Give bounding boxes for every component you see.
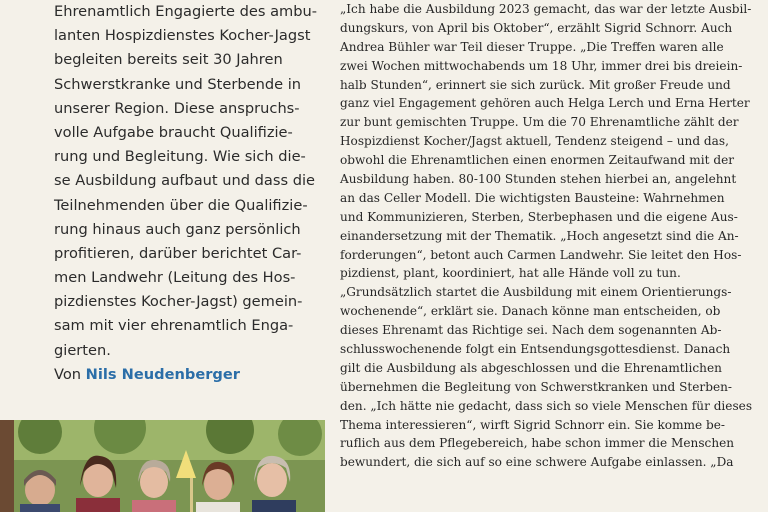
article-body-column [340, 0, 752, 472]
body-line: zwei Wochen mittwochabends um 18 Uhr, immer drei bis dreiein- [340, 58, 743, 73]
byline-prefix: Von [54, 365, 82, 383]
body-line: Thema interessieren“, wirft Sigrid Schnorr ein. Sie komme be- [340, 417, 726, 432]
byline [54, 363, 326, 387]
body-line: forderungen“, betont auch Carmen Landwehr. Sie leitet den Hos- [340, 247, 742, 262]
body-line: Ausbildung haben. 80-100 Stunden stehen hierbei an, angelehnt [340, 172, 737, 187]
intro-line: pizdienstes Kocher-Jagst) gemein- [54, 293, 303, 311]
body-line: gilt die Ausbildung als abgeschlossen und die Ehrenamtlichen [340, 360, 722, 375]
body-line: zur bunt gemischten Truppe. Um die 70 Ehrenamtliche zählt der [340, 115, 739, 130]
body-line: übernehmen die Begleitung von Schwerstkranken und Sterben- [340, 379, 732, 394]
body-line: wochenende“, erklärt sie. Danach könne man entscheiden, ob [340, 304, 721, 319]
intro-line: sam mit vier ehrenamtlich Enga- [54, 317, 294, 335]
body-line: dungskurs, von April bis Oktober“, erzählt Sigrid Schnorr. Auch [340, 20, 733, 35]
intro-line: men Landwehr (Leitung des Hos- [54, 269, 296, 287]
intro-line: se Ausbildung aufbaut und dass die [54, 172, 315, 190]
body-line: halb Stunden“, erinnert sie sich zurück. Mit großer Freude und [340, 77, 731, 92]
intro-line: profitieren, darüber berichtet Car- [54, 244, 302, 262]
body-line: obwohl die Ehrenamtlichen einen enormen Zeitaufwand mit der [340, 153, 735, 168]
body-line: „Grundsätzlich startet die Ausbildung mit einem Orientierungs- [340, 285, 732, 300]
body-line: einandersetzung mit der Thematik. „Hoch angesetzt sind die An- [340, 228, 739, 243]
intro-line: gierten. [54, 341, 111, 359]
intro-line: lanten Hospizdienstes Kocher-Jagst [54, 27, 311, 45]
intro-line: Teilnehmenden über die Qualifizie- [54, 196, 308, 214]
body-line: „Ich habe die Ausbildung 2023 gemacht, das war der letzte Ausbil- [340, 2, 752, 16]
body-line: Andrea Bühler war Teil dieser Truppe. „Die Treffen waren alle [340, 39, 724, 54]
group-photo-illustration [0, 420, 325, 512]
intro-line: rung und Begleitung. Wie sich die- [54, 148, 306, 166]
body-line: den. „Ich hätte nie gedacht, dass sich so viele Menschen für dieses [340, 398, 753, 413]
intro-line: Ehrenamtlich Engagierte des ambu- [54, 3, 318, 20]
body-line: pizdienst, plant, koordiniert, hat alle Hände voll zu tun. [340, 266, 681, 281]
body-line: und Kommunizieren, Sterben, Sterbephasen und die eigene Aus- [340, 209, 738, 224]
intro-line: unserer Region. Diese anspruchs- [54, 99, 300, 117]
body-line: schlusswochenende folgt ein Entsendungsgottesdienst. Danach [340, 342, 731, 357]
author-name: Nils Neudenberger [85, 365, 240, 383]
group-photo [0, 420, 325, 512]
intro-line: rung hinaus auch ganz persönlich [54, 220, 301, 238]
body-line: dieses Ehrenamt das Richtige sei. Nach dem sogenannten Ab- [340, 323, 722, 338]
intro-line: begleiten bereits seit 30 Jahren [54, 51, 283, 69]
intro-line: volle Aufgabe braucht Qualifizie- [54, 123, 293, 141]
body-line: an das Celler Modell. Die wichtigsten Bausteine: Wahrnehmen [340, 190, 725, 205]
body-line: Hospizdienst Kocher/Jagst aktuell, Tendenz steigend – und das, [340, 134, 729, 149]
intro-line: Schwerstkranke und Sterbende in [54, 75, 302, 93]
body-line: bewundert, die sich auf so eine schwere Aufgabe einlassen. „Da [340, 455, 734, 470]
intro-column [54, 0, 326, 387]
body-line: ruflich aus dem Pflegebereich, habe schon immer die Menschen [340, 436, 735, 451]
body-line: ganz viel Engagement gehören auch Helga Lerch und Erna Herter [340, 96, 750, 111]
